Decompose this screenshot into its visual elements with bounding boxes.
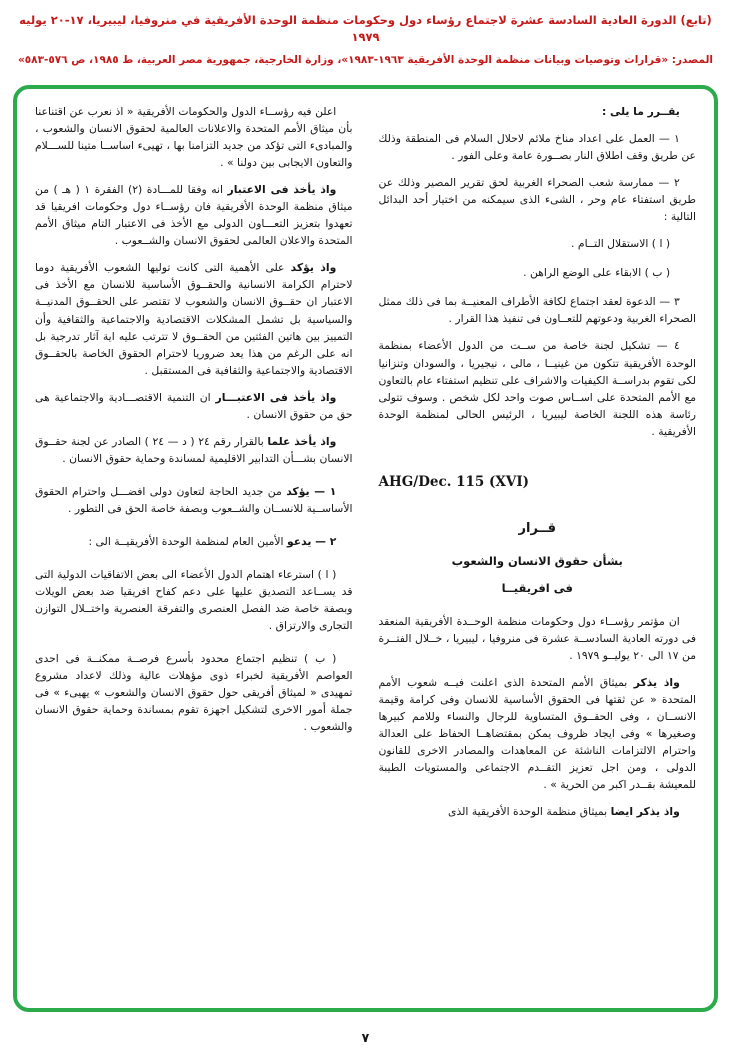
- considering-clause-text: انه وفقا للمـــادة (٢) الفقرة ١ ( هـ ) من ميثاق منظمة الوحدة الأفريقية فان رؤســاء دول وحكومات افريقيا قد تعهدوا بتعزيز التعـــاون الدولى مع الأخذ فى الاعتبار التام ميثاق الأمم المتحدة والاعلان العالمى لحقوق الانسان والشــعوب .: [35, 183, 353, 248]
- decision-title-region: فى افريقيــا: [501, 580, 573, 595]
- operative-reaffirms-text: من جديد الحاجة لتعاون دولى افضـــل واحترام الحقوق الأساســية للانســان والشــعوب وبصفة خاصة الحق فى التطور .: [35, 484, 353, 515]
- content-frame: [13, 85, 718, 1012]
- option-a: ( ا ) الاستقلال التــام .: [571, 237, 671, 251]
- affirming-clause-text: على الأهمية التى كانت توليها الشعوب الأفريقية دوما لاحترام الكرامة الانسانية والحقــوق الأساسية للانسان مع الأخذ فى الاعتبار ان حقــوق الانسان والشعوب لا تقتصر على الحقــوق المدنيــة والسياسية بل تشمل المشكلات الاقتصادية والاجتماعية والثقافية وأن التمييز بين هاتين الفئتين من الحقــوق لا تترتب عليه اية آثار تدرجية بل انه على الرغم من هذا يعد ضروريا لاحترام الحقوق الخاصة بالحقــوق الاقتصادية والاجتماعية والثقافية فى المستقبل .: [35, 261, 353, 377]
- operative-item-3: ٣ — الدعوة لعقد اجتماع لكافة الأطراف المعنيــة بما فى ذلك ممثل الصحراء الغربية ودعوتهم للتعــاون فى تنفيذ هذا القرار .: [378, 295, 696, 326]
- preamble-un-charter: [379, 674, 697, 793]
- preamble-assembly: ان مؤتمر رؤســاء دول وحكومات منظمة الوحــدة الأفريقية المنعقد فى دورته العادية السادســة عشرة فى منروفيا ، ليبيريا ، خــلال الفتــرة من ١٧ الى ٢٠ يوليــو ١٩٧٩ .: [378, 614, 696, 663]
- considering-development-text: ان التنمية الاقتصـــادية والاجتماعية هى حق من حقوق الانسان .: [35, 390, 353, 421]
- preamble-oau-charter-lead: واذ يذكر ايضا: [610, 805, 680, 819]
- considering-clause-lead: واذ يأخذ فى الاعتبار: [227, 183, 337, 197]
- decision-title-subject: بشأن حقوق الانسان والشعوب: [451, 553, 623, 568]
- considering-development-lead: واذ يأخذ فى الاعتبـــار: [215, 390, 337, 404]
- resolves-text: يقــرر ما يلى :: [601, 105, 680, 118]
- noting-resolution-clause: [35, 433, 353, 467]
- preamble-un-charter-text: بميثاق الأمم المتحدة الذى اعلنت فيــه شعوب الأمم المتحدة « عن ثقتها فى الحقوق الأساسية للانسان وفى كرامة وقيمة الانســان ، وفى الحقــوق المتساوية للرجال والنساء وللامم كبيرها وصغيرها » وفى ايجاد ظروف يمكن بمقتضاهــا الحفاظ على العدالة واحترام الالتزامات الناشئة عن المعاهدات والمصادر الاخرى للقانون الدولى ، ومن اجل تعزيز التقــدم الاجتماعى والمستويات الطيبة للمعيشة بقــدر اكبر من الحرية » .: [378, 676, 696, 792]
- two-column-layout: [35, 103, 696, 994]
- noting-resolution-lead: واذ يأخذ علما: [267, 434, 337, 448]
- invites-subitem-b: ( ب ) تنظيم اجتماع محدود بأسرع فرصــة ممكنــة فى احدى العواصم الأفريقية لخبراء ذوى مؤهلات عالية وذلك لاعداد مشروع تمهيدى « لميثاق أفريقى حول حقوق الانسان والشعوب » يهيىء » فى جملة أمور الاخرى لتشكيل اجهزة تقوم بمساندة وحماية حقوق الانسان والشعوب .: [35, 652, 353, 734]
- operative-invites-text: الأمين العام لمنظمة الوحدة الأفريقيــة الى :: [88, 534, 287, 548]
- affirming-clause: [35, 259, 353, 378]
- document-header: [0, 0, 731, 67]
- operative-reaffirms-lead: ١ — يؤكد: [286, 484, 337, 498]
- operative-item-4: ٤ — تشكيل لجنة خاصة من ســت من الدول الأعضاء بمنظمة الوحدة الأفريقية تتكون من غينيــا ، مالى ، نيجيريا ، والسودان وتنزانيا لكى تقوم بدراســة الكيفيات والاشراف على تنظيم استفتاء عام بالتعاون مع الأمم المتحدة على اســاس صوت واحد لكل شخص . وسوف تتولى رئاسة هذه اللجنة الخاصة ليبيريا ، الرئيس الحالى لمنظمة الوحدة الأفريقية .: [378, 339, 696, 438]
- left-column: [35, 103, 353, 994]
- header-session-title: (تابع) الدورة العادية السادسة عشرة لاجتماع رؤساء دول وحكومات منظمة الوحدة الأفريقية في منروفيا، ليبيريا، ١٧-٢٠ يوليه ١٩٧٩: [19, 13, 712, 45]
- option-b: ( ب ) الابقاء على الوضع الراهن .: [523, 266, 671, 280]
- noting-resolution-text: بالقرار رقم ٢٤ ( د — ٢٤ ) الصادر عن لجنة حقــوق الانسان بشـــأن التدابير الاقليمية لمساندة وحماية حقوق الانسان .: [35, 434, 353, 465]
- preamble-un-charter-lead: واذ يذكر: [633, 676, 680, 690]
- preamble-oau-charter: [379, 803, 697, 820]
- decision-number: AHG/Dec. 115 (XVI): [378, 473, 530, 490]
- affirming-clause-lead: واذ يؤكد: [290, 261, 337, 275]
- header-source-citation: المصدر: «قرارات وتوصيات وبيانات منظمة الوحدة الأفريقية ١٩٦٣-١٩٨٣»، وزارة الخارجية، جمهورية مصر العربية، ط ١٩٨٥، ص ٥٧٦-٥٨٣»: [17, 53, 714, 66]
- preamble-oau-charter-text: بميثاق منظمة الوحدة الأفريقية الذى: [448, 805, 611, 819]
- invites-subitem-a: ( ا ) استرعاء اهتمام الدول الأعضاء الى بعض الاتفاقيات الدولية التى قد يســاعد التصديق عليها على دعم كفاح افريقيا ضد بعض الويلات وبصفة خاصة ضد الفصل العنصرى والتفرقة العنصرية واختــلال التوازن التجارى والارتزاق .: [35, 568, 353, 633]
- continuation-paragraph: اعلن فيه رؤســاء الدول والحكومات الأفريقية « اذ نعرب عن اقتناعنا بأن ميثاق الأمم المتحدة والاعلانات العالمية لحقوق الانسان والشعوب ، والمبادىء التى تؤكد من جديد التزامنا بها ، تهيىء اساســا متينا للســـلام والتعاون الايجابى بين دولنا » .: [35, 105, 353, 170]
- right-column: [379, 103, 697, 994]
- operative-invites: [35, 533, 353, 550]
- document-footer: [0, 1030, 731, 1045]
- operative-invites-lead: ٢ — يدعو: [286, 534, 337, 548]
- considering-development-clause: [35, 389, 353, 423]
- operative-item-1: ١ — العمل على اعداد مناخ ملائم لاحلال السلام فى المنطقة وذلك عن طريق وقف اطلاق النار بصــورة عامة وعلى الفور .: [378, 132, 696, 163]
- operative-reaffirms: [35, 483, 353, 517]
- operative-item-2: ٢ — ممارسة شعب الصحراء الغربية لحق تقرير المصير وذلك عن طريق استفتاء عام وحر ، الشىء الذى سيمكنه من اختيار أحد البدائل التالية :: [378, 176, 696, 224]
- page-number: ٧: [361, 1030, 370, 1045]
- decision-title-word: قــرار: [518, 521, 556, 537]
- considering-clause: [35, 181, 353, 249]
- resolves-heading: [379, 103, 697, 120]
